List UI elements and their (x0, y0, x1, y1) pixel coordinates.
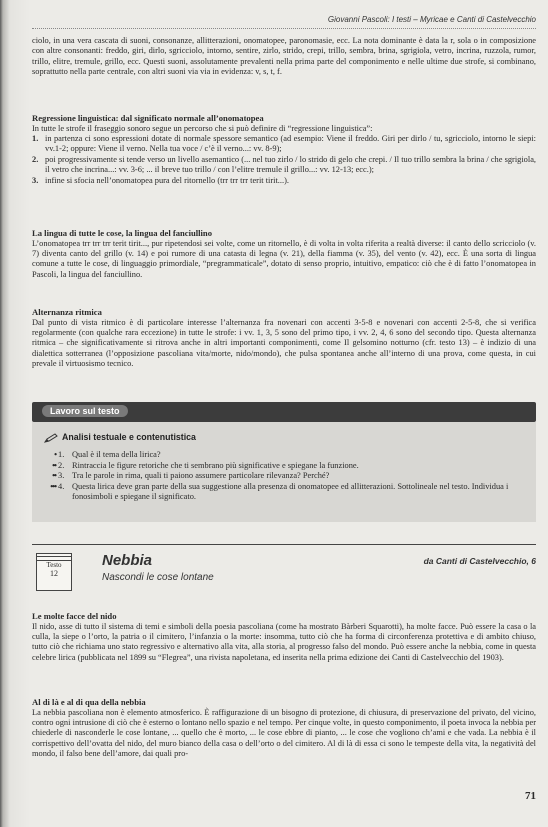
section-paragraph: Dal punto di vista ritmico è di particolare interesse l’alternanza fra novenari con accenti 3-5-8 e novenari con accenti 2-5-8, che si verifica regolarmente (con qualche rara eccezione) in tutte le strofe: i vv. 1, 3, 5 sono del primo tipo, i vv. 2, 4, 6 sono del secondo tipo. Questa alternanza ritmica – che significativamente si ritrova anche in altri importanti componimenti, come Il gelsomino notturno (cfr. testo 13) – è indizio di una dialettica sotterranea (l’opposizione pascoliana vita/morte, nido/mondo), che pulsa spontanea anche all’interno di una prova, come questa, in cui prevale il virtuosismo tecnico. (32, 317, 536, 369)
difficulty-dots: •• (52, 471, 56, 481)
exercise-item: •• 3. Tra le parole in rima, quali ti paiono assumere particolare rilevanza? Perché? (38, 471, 530, 482)
section-title: Regressione linguistica: dal significato normale all’onomatopea (32, 113, 264, 123)
intro-block (32, 36, 536, 78)
lavoro-title: Lavoro sul testo (42, 405, 128, 417)
divider (32, 544, 536, 545)
regressione-list (32, 134, 536, 186)
section-lead: In tutte le strofe il fraseggio sonoro segue un percorso che si può definire di “regressione linguistica”: (32, 123, 373, 133)
section-title: Alternanza ritmica (32, 307, 102, 317)
badge-stripe (37, 556, 71, 561)
difficulty-dots: • (54, 450, 56, 459)
poem-source: da Canti di Castelvecchio, 6 (423, 556, 536, 566)
running-header: Giovanni Pascoli: I testi – Myricae e Canti di Castelvecchio (32, 14, 536, 29)
section-paragraph: L’onomatopea trr trr trr terit tirit..., pur ripetendosi sei volte, come un ritornello, è di volta in volta riferita a realtà diverse: il canto dello scricciolo (v. 7) diventa canto del grillo (v. 14) e poi rumore di una catasta di legna (v. 21), della fiamma (v. 35), del vento (v. 42), ecc. È una sorta di lingua comune a tutte le cose, di linguaggio primordiale, “pregrammaticale”, dotato di senso proprio, intuitivo, empatico: ciò che è di fatto l’onomatopea in Pascoli, la lingua del fanciullino. (32, 238, 536, 279)
section-paragraph: Il nido, asse di tutto il sistema di temi e simboli della poesia pascoliana (come ha mostrato Bàrberi Squarotti), ha molte facce. Può essere la casa o la culla, la siepe o l’orto, la patria o il cimitero, l’infanzia o la morte: insomma, tutto ciò che ha forma di circonferenza protettiva e di ambito chiuso, tutto ciò che richiama uno stato regressivo e alternativo alla vita, alla storia, al progresso falso del mondo. Può essere anche la nebbia, come in questa celebre lirica (pubblicata nel 1899 su “Flegrea”, una rivista napoletana, ed inserita nella prima edizione dei Canti di Castelvecchio del 1903). (32, 621, 536, 662)
section-title: Al di là e al di qua della nebbia (32, 697, 146, 707)
section-paragraph: La nebbia pascoliana non è elemento atmosferico. È raffigurazione di un bisogno di protezione, di chiusura, di preservazione del privato, del vicino, contro ogni intrusione di ciò che è esterno o lontano nello spazio e nel tempo. Per cinque volte, in questo componimento, il poeta invoca la nebbia per chiederle di nasconderle le cose lontane, ... quello che è morto, ... le cose ebbre di pianto, ... le cose che vogliono ch’ami e che vada. La nebbia è il corrispettivo dell’ovatta del nido, del muro bianco della casa o dell’orto o del cimitero. Al di là di essa ci sono le tempeste della vita, la negatività del mondo, il falso bene dell’amore, dai quali pro- (32, 707, 536, 759)
poem-title: Nebbia (102, 552, 153, 569)
pencil-icon (44, 433, 58, 443)
section-regressione (32, 113, 536, 186)
section-lingua (32, 228, 536, 280)
list-item: 3. infine si sfocia nell’onomatopea pura del ritornello (trr trr trr terit tirit...). (32, 175, 289, 185)
exercise-heading: Analisi testuale e contenutistica (44, 432, 196, 443)
section-title: La lingua di tutte le cose, la lingua del fanciullino (32, 228, 213, 238)
list-item: 2. poi progressivamente si tende verso un livello asemantico (... nel tuo zirlo / lo strido di gelo che crepi. / Il tuo trillo sembra la brina / che sgrigiola, il vetro che incrina...: vv. 3-6; ... il breve tuo trillo / con l’elitre tremule il grillo...: vv. 12-13; ecc.); (32, 154, 536, 175)
section-nido (32, 611, 536, 663)
intro-paragraph: ciolo, in una vera cascata di suoni, consonanze, allitterazioni, onomatopee, paronomasie, ecc. La nota dominante è data la r, sola o in composizione con altre consonanti: freddo, giri, dirlo, sgricciolo, intorno, sentire, zirlo, strido, crepi, trillo, sembra, brina, sgrigiola, vetro, incrina, ruzzola, rumor, trillo, elitre, tremule, grillo, ecc. Questi suoni, assolutamente prevalenti nella prima parte del componimento e nelle ultime due strofe, si combinano, soprattutto nella parte centrale, con altri suoni via via in evidenza: v, s, t, f. (32, 36, 536, 77)
exercise-box (32, 422, 536, 522)
section-nebbia (32, 697, 536, 760)
poem-subtitle: Nascondi le cose lontane (102, 572, 214, 583)
exercise-list (38, 450, 530, 503)
difficulty-dots: •• (52, 460, 56, 470)
lavoro-sul-testo-bar (32, 402, 536, 422)
exercise-item: •• 2. Rintraccia le figure retoriche che ti sembrano più significative e spiegane la funzione. (38, 461, 530, 472)
list-item: 1. in partenza ci sono espressioni dotate di normale spessore semantico (ad esempio: Viene il freddo. Giri per dirlo / tu, sgricciolo, intorno le siepi: vv.1-2; oppure: Viene il verno. Nella tua voce / c’è il verno...: vv. 8-9); (32, 133, 536, 154)
exercise-item: • 1. Qual è il tema della lirica? (38, 450, 530, 461)
page-number: 71 (525, 790, 536, 802)
section-alternanza (32, 307, 536, 370)
section-title: Le molte facce del nido (32, 611, 117, 621)
exercise-item: ••• 4. Questa lirica deve gran parte della sua suggestione alla presenza di onomatopee ed allitterazioni. Sottolineale nel testo. Individua i fonosimboli e spiegane il significato. (38, 482, 530, 503)
difficulty-dots: ••• (50, 481, 56, 491)
testo-badge: Testo 12 (36, 553, 72, 591)
